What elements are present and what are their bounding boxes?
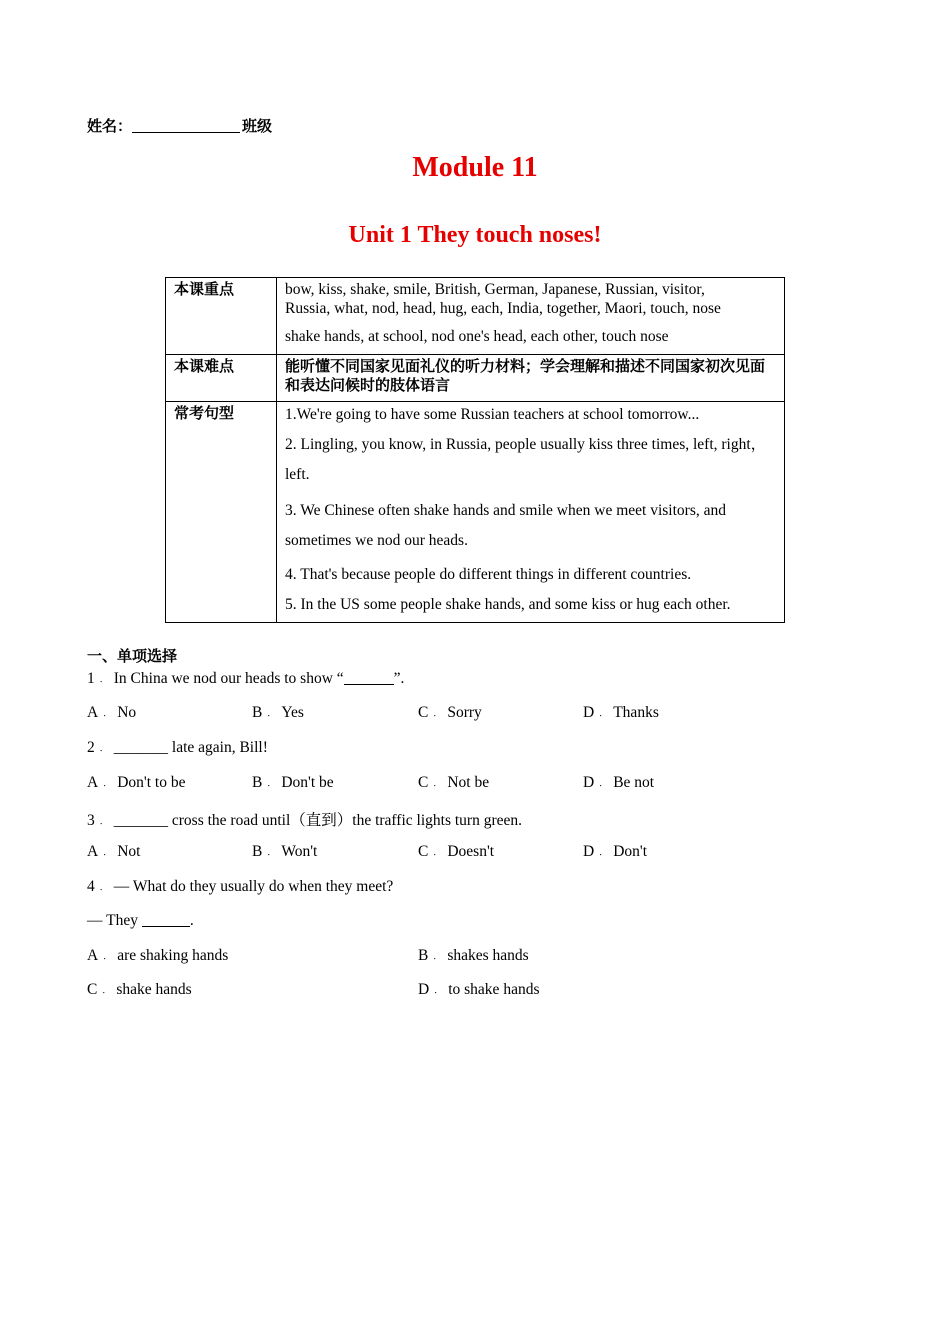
row-content-focus xyxy=(277,278,785,355)
table-row xyxy=(166,402,785,623)
dot: ． xyxy=(103,708,113,718)
option-a[interactable] xyxy=(87,704,136,722)
question-number: 2 xyxy=(87,739,95,756)
option-letter: A xyxy=(87,774,99,791)
option-text: Be not xyxy=(613,774,655,791)
option-letter: C xyxy=(87,981,98,998)
question-3 xyxy=(87,808,522,830)
dot: ． xyxy=(103,778,113,788)
class-label: 班级 xyxy=(242,117,273,135)
row-content-difficulty: 能听懂不同国家见面礼仪的听力材料；学会理解和描述不同国家初次见面和表达问候时的肢体语言 xyxy=(277,355,785,402)
dot: ． xyxy=(599,847,609,857)
table-row xyxy=(166,355,785,402)
pattern-sentence-2: 2. Lingling, you know, in Russia, people usually kiss three times, left, right，left. xyxy=(285,436,767,483)
question-2 xyxy=(87,739,268,757)
answer-blank[interactable] xyxy=(142,912,190,927)
dot: ． xyxy=(267,708,277,718)
option-c[interactable] xyxy=(418,843,494,861)
table-row xyxy=(166,278,785,355)
row-label-difficulty: 本课难点 xyxy=(166,355,277,402)
option-letter: B xyxy=(252,774,263,791)
name-class-line xyxy=(87,115,272,136)
option-text: Don't be xyxy=(281,774,334,791)
name-label: 姓名： xyxy=(87,117,133,135)
option-c[interactable] xyxy=(418,774,489,792)
row-label-focus: 本课重点 xyxy=(166,278,277,355)
pattern-sentence-3: 3. We Chinese often shake hands and smile when we meet visitors, and sometimes we nod our heads. xyxy=(285,502,726,549)
option-d[interactable] xyxy=(583,843,647,861)
option-text: shakes hands xyxy=(447,947,529,964)
option-letter: A xyxy=(87,843,99,860)
dot: ． xyxy=(103,847,113,857)
option-text: Won't xyxy=(281,843,318,860)
question-4-reply xyxy=(87,912,194,930)
option-letter: B xyxy=(252,704,263,721)
option-letter: C xyxy=(418,843,429,860)
phrase-line: shake hands, at school, nod one's head, each other, touch nose xyxy=(285,328,669,345)
option-letter: D xyxy=(583,843,595,860)
name-blank[interactable] xyxy=(132,118,240,133)
option-c[interactable] xyxy=(418,704,482,722)
question-stem: — What do they usually do when they meet? xyxy=(113,878,394,895)
option-c[interactable] xyxy=(87,981,192,999)
dot: ． xyxy=(433,778,443,788)
option-text: No xyxy=(117,704,137,721)
row-content-patterns xyxy=(277,402,785,623)
option-letter: D xyxy=(418,981,430,998)
question-4 xyxy=(87,878,393,896)
question-number: 1 xyxy=(87,670,95,687)
question-1 xyxy=(87,670,404,688)
option-letter: A xyxy=(87,704,99,721)
question-stem-end: ”. xyxy=(393,670,405,687)
option-letter: A xyxy=(87,947,99,964)
dot: ． xyxy=(599,778,609,788)
dot: ． xyxy=(434,985,444,995)
unit-title: Unit 1 They touch noses! xyxy=(348,222,602,248)
option-b[interactable] xyxy=(252,774,334,792)
option-letter: C xyxy=(418,704,429,721)
dot: ． xyxy=(267,778,277,788)
question-number: 4 xyxy=(87,878,95,895)
dot: ． xyxy=(433,708,443,718)
option-letter: B xyxy=(418,947,429,964)
option-text: Not xyxy=(117,843,141,860)
option-text: to shake hands xyxy=(448,981,540,998)
module-title: Module 11 xyxy=(412,152,538,183)
dot: ． xyxy=(102,985,112,995)
option-text: are shaking hands xyxy=(117,947,229,964)
dot: ． xyxy=(99,882,109,892)
option-a[interactable] xyxy=(87,774,185,792)
pattern-sentence-4: 4. That's because people do different things in different countries. xyxy=(285,566,692,583)
option-a[interactable] xyxy=(87,843,140,861)
key-points-table xyxy=(165,277,785,623)
question-stem: _______ cross the road until（直到）the traffic lights turn green. xyxy=(113,812,522,829)
dot: ． xyxy=(433,847,443,857)
option-a[interactable] xyxy=(87,947,228,965)
row-label-patterns: 常考句型 xyxy=(166,402,277,623)
vocab-line-2: Russia, what, nod, head, hug, each, India, together, Maori, touch, nose xyxy=(285,300,721,317)
option-text: Don't xyxy=(613,843,648,860)
question-stem: _______ late again, Bill! xyxy=(113,739,268,756)
option-b[interactable] xyxy=(418,947,529,965)
option-text: Yes xyxy=(281,704,304,721)
option-text: shake hands xyxy=(116,981,192,998)
section-title: 一、单项选择 xyxy=(87,647,178,665)
option-d[interactable] xyxy=(583,774,654,792)
option-text: Don't to be xyxy=(117,774,186,791)
reply-end: . xyxy=(189,912,194,929)
dot: ． xyxy=(103,951,113,961)
option-b[interactable] xyxy=(252,843,317,861)
vocab-line-1: bow, kiss, shake, smile, British, German, Japanese, Russian, visitor, xyxy=(285,281,705,298)
dot: ． xyxy=(99,816,109,826)
pattern-sentence-1: 1.We're going to have some Russian teachers at school tomorrow... xyxy=(285,406,700,423)
option-letter: C xyxy=(418,774,429,791)
option-text: Doesn't xyxy=(447,843,495,860)
dot: ． xyxy=(99,674,109,684)
question-stem: In China we nod our heads to show “ xyxy=(113,670,344,687)
option-text: Not be xyxy=(447,774,490,791)
option-letter: D xyxy=(583,774,595,791)
dot: ． xyxy=(433,951,443,961)
dot: ． xyxy=(99,743,109,753)
option-d[interactable] xyxy=(583,704,659,722)
option-b[interactable] xyxy=(252,704,304,722)
option-text: Thanks xyxy=(613,704,659,721)
option-letter: B xyxy=(252,843,263,860)
dot: ． xyxy=(599,708,609,718)
reply-text: — They xyxy=(87,912,138,929)
pattern-sentence-5: 5. In the US some people shake hands, and some kiss or hug each other. xyxy=(285,596,731,613)
option-d[interactable] xyxy=(418,981,539,999)
dot: ． xyxy=(267,847,277,857)
answer-blank[interactable] xyxy=(344,670,394,685)
option-letter: D xyxy=(583,704,595,721)
option-text: Sorry xyxy=(447,704,482,721)
question-number: 3 xyxy=(87,812,95,829)
